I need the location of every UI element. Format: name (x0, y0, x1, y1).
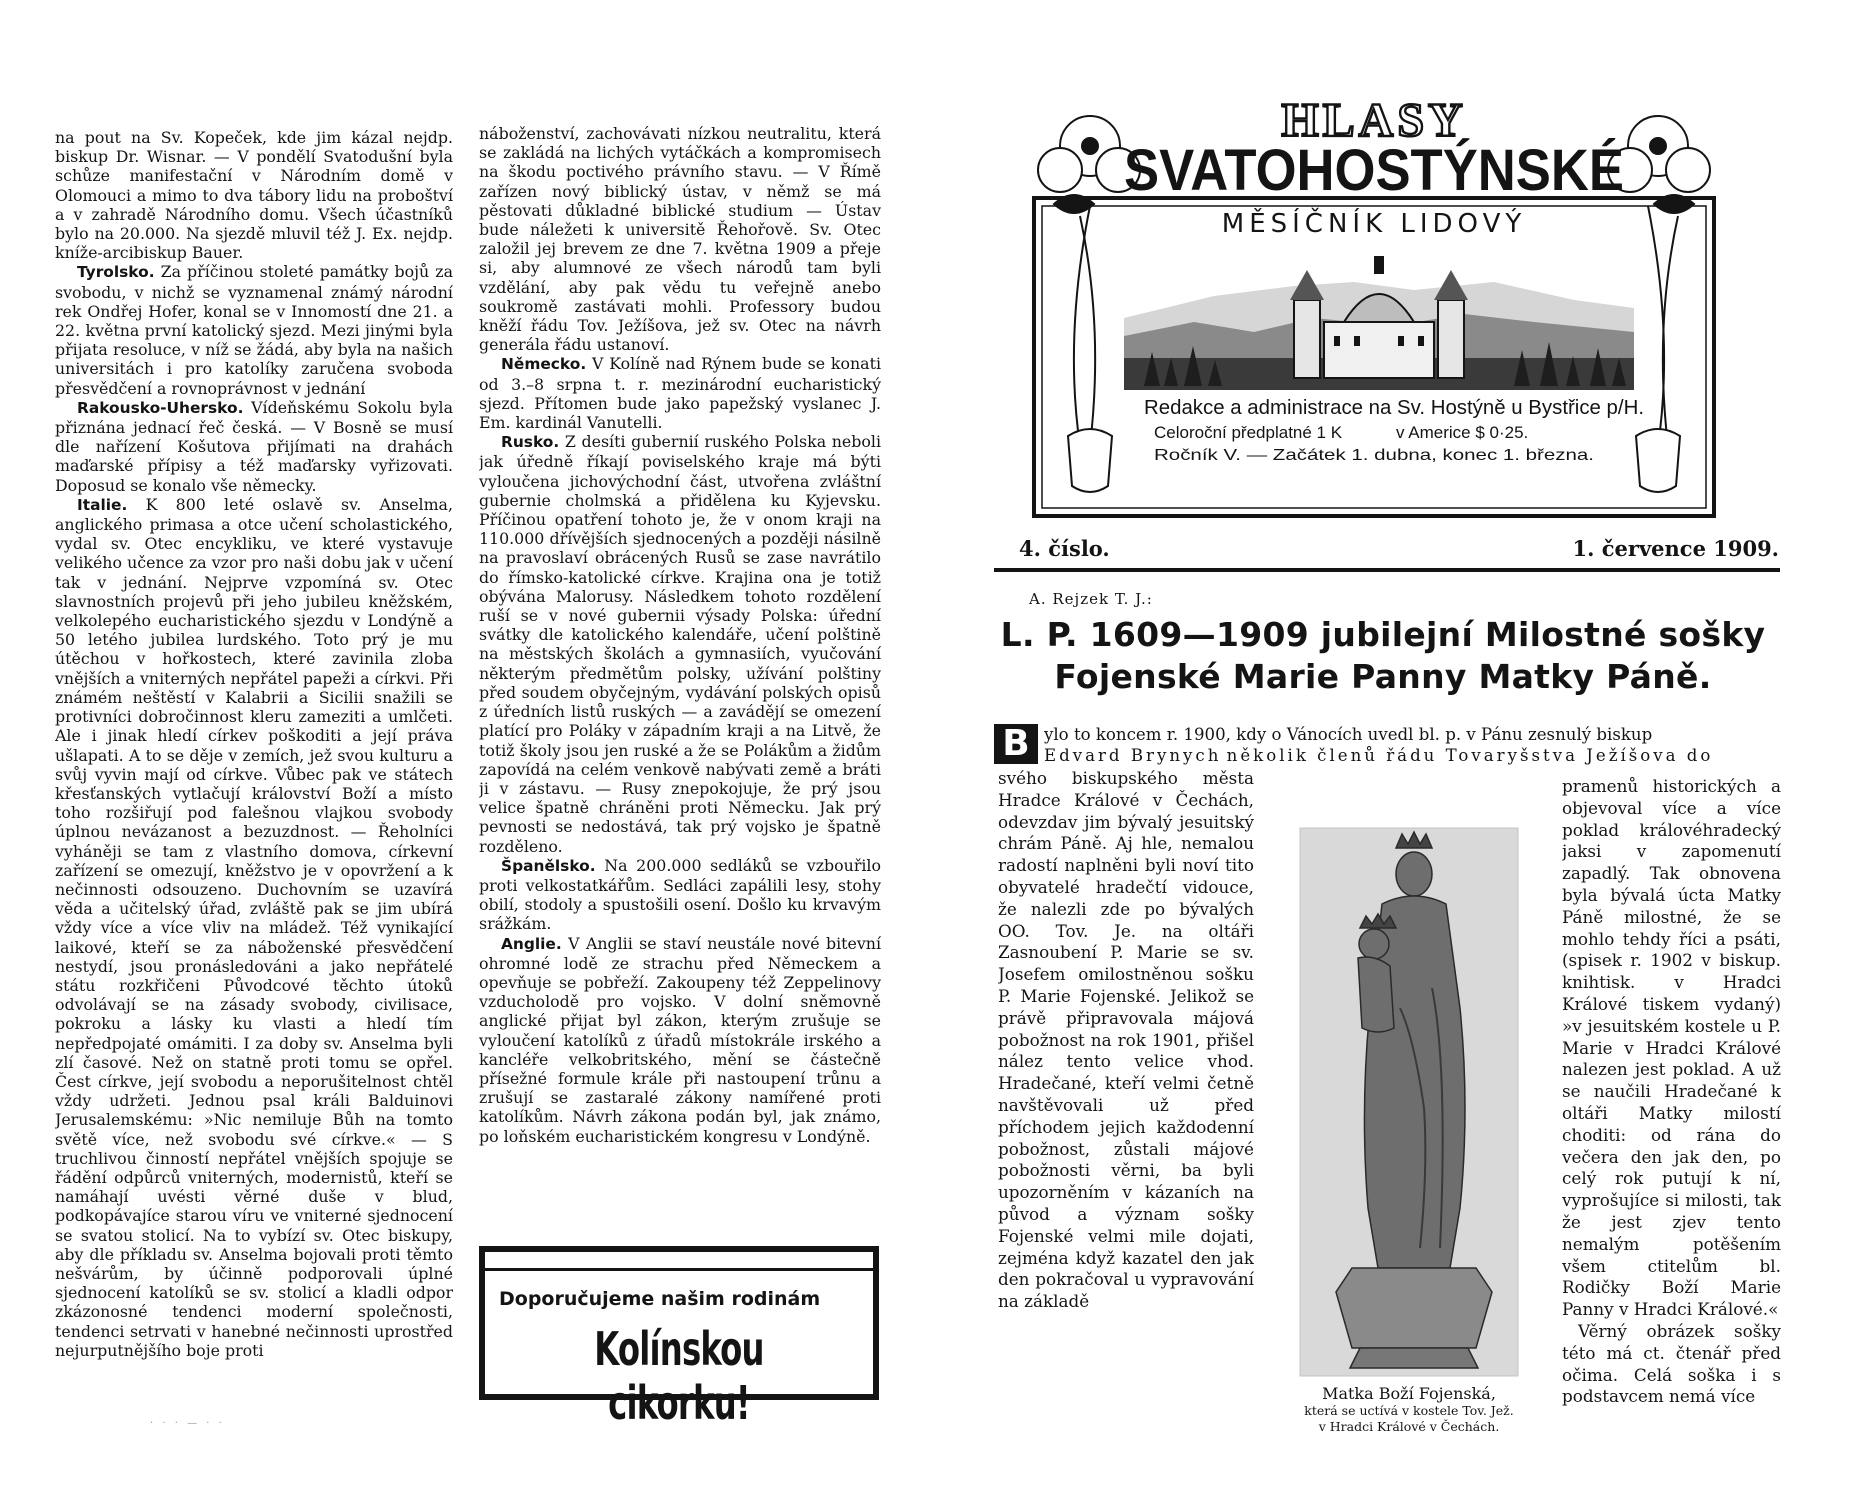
masthead-title-line-2: SVATOHOSTÝNSKÉ (1124, 138, 1624, 203)
article-intro (994, 724, 1780, 766)
article-column-left (998, 768, 1254, 1416)
header-rule (994, 568, 1780, 572)
news-paragraph: Italie. K 800 leté oslavě sv. Anselma, anglického primasa a otce učení scholastického, vydal sv. Otec encykliku, ve které vystavuje velikého učence za vzor pro naši dobu jak v učení tak v jednání. Nejprve vzpomíná sv. Otec slavnostních projevů při jeho jubileu kněžském, velkolepého eucharistického sjezdu v Londýně a 50 letého jubilea lurdského. Toto prý je mu útěchou v hořkostech, které zavinila zloba vnějších a vniterných nepřátel papeži a církvi. Při známém neštěstí v Kalabrii a Sicilii snažili se protivníci dobročinnost kleru zameziti a umlčeti. Ale i jinak hledí církev poškoditi a její práva ušlapati. A to se děje v zemích, jež svou kulturu a svůj vyvin mají od církve. Vůbec pak ve státech křesťanských vytlačují království Boží a místo toho rozšiřují pod falešnou vlajkou svobody úplnou nevázanost a bezuzdnost. — Řeholníci vyháněji se tam z vlastního domova, církevní zařízení se omezují, kněžstvo je v opovržení a k nečinnosti odsouzeno. Duchovním se uzavírá věda a učitelský úřad, zvláště pak se jim ubírá vždy více a více vliv na mládež. Též vynikající laikové, kteří se za náboženské přesvědčení nestydí, jsou pronásledováni a jako nepřátelé státu rozkřičeni Původcové těchto útoků odvolávají se na zásady svobody, civilisace, pokroku a lásky ku vlasti a hledí tím nepředpojaté omámiti. I za doby sv. Anselma byli zlí časové. Než on statně proti tomu se opřel. Čest církve, její svobodu a neporušitelnost chtěl vždy udržeti. Jednou psal králi Balduinovi Jerusalemskému: »Nic nemiluje Bůh na tomto světě více, než svobodu své církve.« — S truchlivou činností nepřátel vnějších spojuje se řádění odpůrců vniterných, modernistů, kteří se namáhají uvésti věrné duše v blud, podkopávajíce starou víru ve vniterné sjednocení se svatou stolicí. Na to vybízí sv. Otec biskupy, aby dle příkladu sv. Anselma bojovali proti těmto nešvárům, by účinně podporovali úplné sjednocení katolíků se sv. stolicí a kladli odpor zkázonosné tendenci moderní společnosti, tendenci setrvati v hanebné nečinnosti uprostřed nejurputnějšího boje proti (55, 494, 453, 1360)
section-heading: Španělsko. (501, 856, 596, 875)
right-page (928, 0, 1856, 1500)
news-paragraph: Rusko. Z desíti gubernií ruského Polska neboli jak úředně říkají poviselského kraje má býti vyloučena jichovýchodní část, utvořena zvláštní gubernie cholmská a přidělena ku Kyjevsku. Příčinou opatření tohoto je, že v onom kraji na 110.000 dřívějších sjednocených a později násilně na pravoslaví obrácených Rusů se zase navrátilo do římsko-katolické církve. Krajina ona je totiž obývána Malorusy. Následkem tohoto rozdělení ruší se v nové gubernii výsady Polska: úřední svátky dle katolického kalendáře, učení polštině na městských školách a gymnasiích, vyučování některým předmětům polsky, užívání polštiny před soudem obyčejným, vydávání polských opisů z úředních listů ruských — a zavádějí se omezení platící pro Poláky v západním kraji a na Litvě, že totiž školy jsou jen ruské a že se Polákům a židům zapovídá na celém venkově nabývati země a bráti ji v zástavu. — Rusy znepokojuje, že prý jsou velice špatně chráněni proti Německu. Jak prý pevnosti se nedostává, tak prý vojsko je špatně rozděleno. (479, 432, 881, 856)
left-column-1 (55, 128, 453, 1412)
masthead-subtitle: MĚSÍČNÍK LIDOVÝ (1221, 209, 1527, 239)
intro-line: ylo to koncem r. 1900, kdy o Vánocích uvedl bl. p. v Pánu zesnulý biskup (1044, 725, 1653, 744)
madonna-statue-illustration (1264, 808, 1554, 1408)
drop-cap: B (994, 724, 1038, 764)
news-paragraph: Německo. V Kolíně nad Rýnem bude se konati od 3.–8 srpna t. r. mezinárodní eucharistický sjezd. Přítomen bude jako papežský vyslanec J. Em. kardinál Vanutelli. (479, 354, 881, 433)
masthead-volume: Ročník V. — Začátek 1. dubna, konec 1. března. (1154, 447, 1594, 464)
article-title-line-2: Fojenské Marie Panny Matky Páně. (1054, 657, 1712, 696)
article-author: A. Rejzek T. J.: (1029, 590, 1153, 608)
ad-line-2: Kolínskou cikorku! (594, 1322, 764, 1430)
news-paragraph: Anglie. V Anglii se staví neustále nové bitevní ohromné lodě ze strachu před Německem a opevňuje se pobřeží. Zakoupeny též Zeppelinovy vzducholodě pro vojsko. V dolní sněmovně anglické přijat byl zákon, kterým zrušuje se vyloučení katolíků z úřadů místokrále irského a kancléře velkobritského, mění se částečně přísežné formule krále při nastoupení trůnu a zrušují se zastaralé zákony namířené proti katolíkům. Návrh zákona podán byl, jak známo, po loňském eucharistickém kongresu v Londýně. (479, 933, 881, 1146)
chicory-advertisement (479, 1246, 879, 1430)
issue-number: 4. číslo. (1019, 536, 1110, 561)
hostyn-landscape-illustration (1124, 256, 1634, 390)
section-heading: Rakousko-Uhersko. (77, 398, 244, 417)
issue-line (1019, 536, 1779, 561)
spaced-name: Edvard Brynych (1044, 746, 1222, 765)
masthead-subscription-left: Celoroční předplatné 1 K (1154, 423, 1343, 442)
ad-line-1: Doporučujeme našim rodinám (499, 1288, 821, 1310)
article-title-line-1: L. P. 1609—1909 jubilejní Milostné sošky (1000, 615, 1766, 654)
news-paragraph: Španělsko. Na 200.000 sedláků se vzbouřilo proti velkostatkářům. Sedláci zapálili lesy, stohy obilí, stodoly a spustošili osení. Došlo ku krvavým srážkám. (479, 855, 881, 934)
page-footer-smudge: · · · — · · (150, 1418, 225, 1429)
issue-date: 1. července 1909. (1572, 536, 1779, 561)
left-column-2 (479, 124, 881, 1239)
section-heading: Italie. (77, 495, 128, 514)
caption-line: která se uctívá v kostele Tov. Jež. (1304, 1403, 1514, 1418)
section-heading: Rusko. (501, 433, 560, 452)
masthead (994, 86, 1754, 526)
article-column-right (1562, 776, 1781, 1416)
news-paragraph: Tyrolsko. Za příčinou stoleté památky bojů za svobodu, v nichž se vyznamenal známý národní rek Ondřej Hofer, konal se v Innomostí dne 21. a 22. května první katolický sjezd. Mezi jinými byla přijata resoluce, v níž se žádá, aby byla na našich universitách i pro katolíky zaručena svoboda přesvědčení a rovnoprávnost v jednání (55, 262, 453, 398)
news-paragraph: náboženství, zachovávati nízkou neutralitu, která se zakládá na lichých vytáčkách a kompromisech na škodu poctivého právního stavu. — V Římě zařízen nový biblický ústav, v němž se má pěstovati důkladné biblické studium — Ústav bude náležeti k universitě Řehořově. Sv. Otec založil jej brevem ze dne 7. května 1909 a přeje si, aby alumnové ze všech národů tam byli vzdělání, aby pak vědu tu veřejně anebo soukromě zastávati mohli. Professory budou kněží řádu Tov. Ježíšova, jež sv. Otec na návrh generála řádu ustanoví. (479, 124, 881, 355)
section-heading: Anglie. (501, 934, 562, 953)
article-paragraph: svého biskupského města Hradce Králové v Čechách, odevzdav jim bývalý jesuitský chrám Páně. Aj hle, nemalou radostí naplněni byli noví tito obyvatelé hradečtí vidouce, že nalezli zde po bývalých OO. Tov. Je. na oltáři Zasnoubení P. Marie se sv. Josefem omilostněnou sošku P. Marie Fojenské. Jelikož se právě připravovala májová pobožnost na rok 1901, přišel nález tento velice vhod. Hradečané, kteří velmi četně navštěvovali už před příchodem jejich každodenní pobožnost, zůstali májové pobožnosti věrni, ba byli upozorněním v kázaních na původ a význam sošky Fojenské velmi mile dojati, zejména když kazatel den jak den pokračoval u vypravování na základě (998, 768, 1254, 1312)
article-paragraph: Věrný obrázek sošky této má ct. čtenář před očima. Celá soška i s podstavcem nemá více (1562, 1320, 1781, 1407)
masthead-subscription-right: v Americe $ 0·25. (1396, 423, 1529, 442)
article-title (988, 614, 1778, 698)
section-heading: Tyrolsko. (77, 263, 155, 282)
section-heading: Německo. (501, 355, 587, 374)
intro-line: Edvard Brynych několik členů řádu Tovaryšstva Ježíšova do (1044, 746, 1714, 765)
article-paragraph: pramenů historických a objevoval více a více poklad královéhradecký jaksi v zapomenutí zapadlý. Tak obnovena byla bývalá úcta Matky Páně milostné, že se mohlo tehdy říci a psáti, (spisek r. 1902 v biskup. knihtisk. v Hradci Králové tiskem vydaný) »v jesuitském kostele u P. Marie v Hradci Králové nalezen jest poklad. A už se naučili Hradečané k oltáři Matky milostí choditi: od rána do večera den jak den, po celý rok putují k ní, vyprošujíce si milosti, tak že jest zjev tento nemalým potěšením všem ctitelům bl. Rodičky Boží Marie Panny v Hradci Králové.« (1562, 776, 1781, 1320)
news-paragraph: Rakousko-Uhersko. Vídeňskému Sokolu byla přiznána jednací řeč česká. — V Bosně se musí dle nařízení Košutova přijímati na drahách maďarské přípisy a též maďarsky vyřizovati. Doposud se konalo vše německy. (55, 397, 453, 495)
figure-caption (1264, 1384, 1554, 1435)
masthead-editorial: Redakce a administrace na Sv. Hostýně u Bystřice p/H. (1144, 397, 1644, 419)
ad-top-border (485, 1252, 873, 1271)
caption-line: v Hradci Králové v Čechách. (1318, 1419, 1500, 1434)
news-paragraph: na pout na Sv. Kopeček, kde jim kázal nejdp. biskup Dr. Wisnar. — V pondělí Svatodušní byla schůze manifestační v Národním domě v Olomouci a mimo to dva tábory lidu na proboštví a v zahradě Národního domu. Všech účastníků bylo na 20.000. Na sjezdě mluvil též J. Ex. nejdp. kníže-arcibiskup Bauer. (55, 128, 453, 263)
masthead-title-line-1: HLASY (1281, 94, 1467, 147)
caption-title: Matka Boží Fojenská, (1322, 1384, 1496, 1403)
